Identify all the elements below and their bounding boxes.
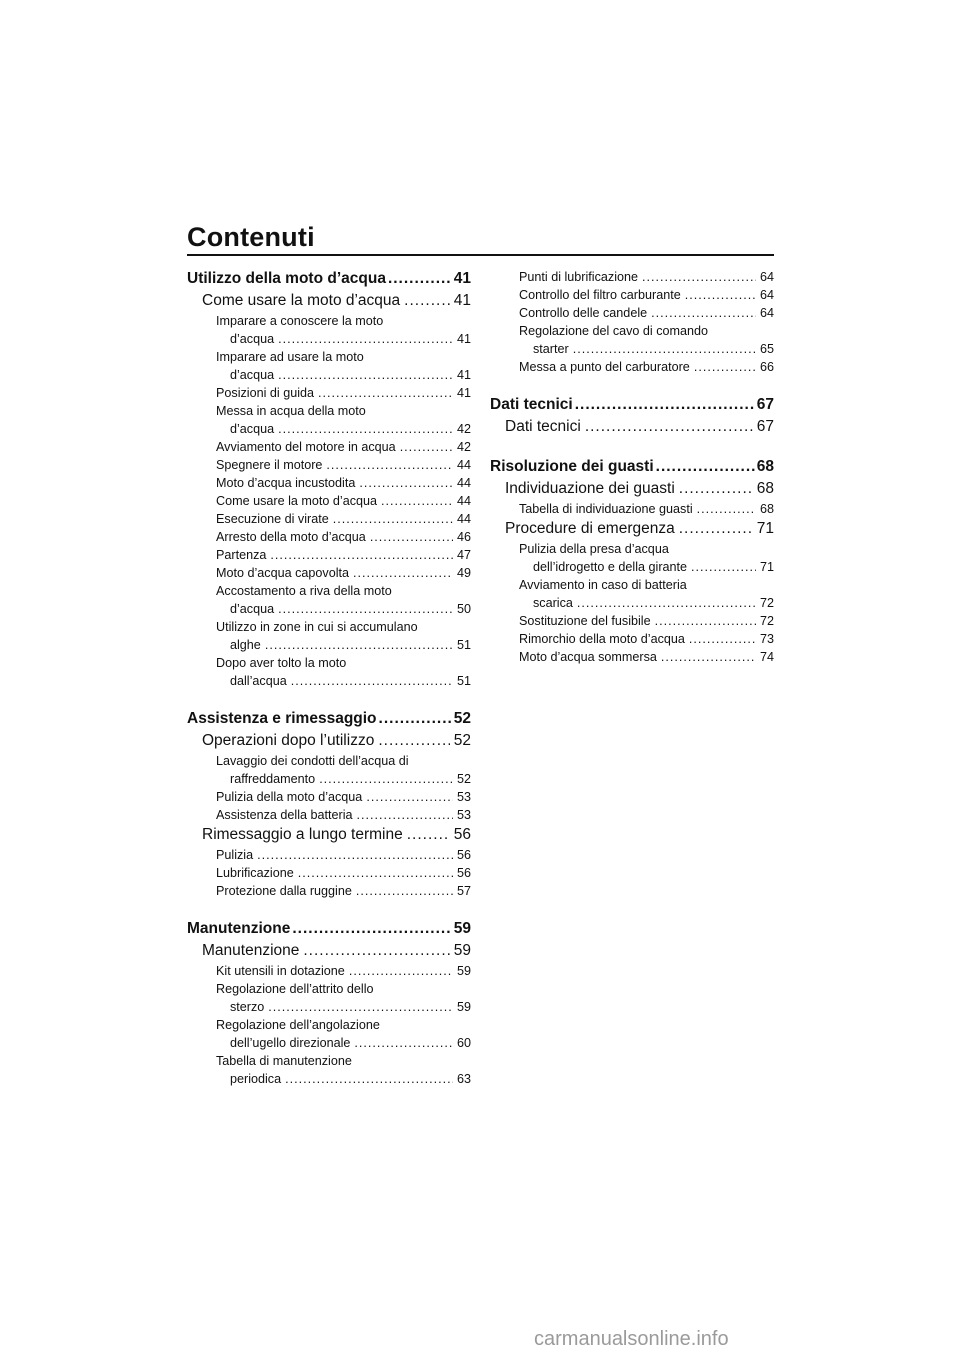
dot-leader xyxy=(689,630,756,648)
toc-page-number: 59 xyxy=(453,920,471,937)
toc-page-number: 73 xyxy=(759,632,774,646)
toc-entry-label: Tabella di individuazione guasti xyxy=(519,502,693,516)
dot-leader xyxy=(278,600,453,618)
toc-subsection[interactable] xyxy=(490,594,774,612)
toc-section[interactable] xyxy=(490,518,774,540)
toc-page-number: 53 xyxy=(456,808,471,822)
toc-entry-label: Utilizzo in zone in cui si accumulano xyxy=(216,620,418,634)
toc-subsection[interactable] xyxy=(187,438,471,456)
toc-page-number: 42 xyxy=(456,422,471,436)
dot-leader xyxy=(679,518,753,540)
dot-leader xyxy=(691,558,756,576)
toc-subsection[interactable] xyxy=(187,384,471,402)
toc-page-number: 52 xyxy=(453,732,471,749)
toc-page-number: 51 xyxy=(456,674,471,688)
dot-leader xyxy=(318,384,453,402)
toc-page-number: 50 xyxy=(456,602,471,616)
toc-entry-label: Rimessaggio a lungo termine xyxy=(202,826,403,843)
toc-entry-label: Operazioni dopo l’utilizzo xyxy=(202,732,375,749)
toc-page-number: 42 xyxy=(456,440,471,454)
toc-chapter[interactable] xyxy=(187,918,471,940)
toc-page-number: 44 xyxy=(456,476,471,490)
toc-entry-label: d’acqua xyxy=(230,332,275,346)
toc-page-number: 68 xyxy=(759,502,774,516)
dot-leader xyxy=(577,594,756,612)
watermark: carmanualsonline.info xyxy=(534,1328,729,1350)
toc-entry-label: sterzo xyxy=(230,1000,265,1014)
dot-leader xyxy=(298,864,453,882)
toc-subsection[interactable] xyxy=(187,456,471,474)
toc-entry-label: Posizioni di guida xyxy=(216,386,315,400)
toc-subsection[interactable] xyxy=(490,322,774,340)
toc-entry-label: Controllo del filtro carburante xyxy=(519,288,681,302)
toc-chapter[interactable] xyxy=(187,708,471,730)
toc-page-number: 41 xyxy=(453,270,471,287)
dot-leader xyxy=(656,456,755,478)
toc-entry-label: Esecuzione di virate xyxy=(216,512,329,526)
toc-subsection[interactable] xyxy=(187,420,471,438)
toc-entry-label: Come usare la moto d’acqua xyxy=(202,292,401,309)
toc-page-number: 41 xyxy=(456,386,471,400)
toc-entry-label: Accostamento a riva della moto xyxy=(216,584,392,598)
dot-leader xyxy=(278,366,453,384)
toc-subsection[interactable] xyxy=(490,558,774,576)
dot-leader xyxy=(285,1070,453,1088)
toc-page-number: 59 xyxy=(453,942,471,959)
toc-entry-label: Procedure di emergenza xyxy=(505,520,675,537)
toc-entry-label: Avviamento del motore in acqua xyxy=(216,440,396,454)
section-gap xyxy=(490,376,774,394)
dot-leader xyxy=(353,564,453,582)
toc-entry-label: Messa in acqua della moto xyxy=(216,404,366,418)
toc-page-number: 63 xyxy=(456,1072,471,1086)
toc-entry-label: Regolazione dell’attrito dello xyxy=(216,982,374,996)
toc-entry-label: Come usare la moto d’acqua xyxy=(216,494,378,508)
toc-entry-label: Spegnere il motore xyxy=(216,458,323,472)
toc-entry-label: Utilizzo della moto d’acqua xyxy=(187,270,386,287)
toc-entry-label: Imparare a conoscere la moto xyxy=(216,314,384,328)
toc-chapter[interactable] xyxy=(490,394,774,416)
toc-page-number: 52 xyxy=(456,772,471,786)
toc-entry-label: dell’ugello direzionale xyxy=(230,1036,351,1050)
toc-subsection[interactable] xyxy=(490,576,774,594)
dot-leader xyxy=(573,340,756,358)
toc-subsection[interactable] xyxy=(187,402,471,420)
toc-page-number: 71 xyxy=(759,560,774,574)
toc-entry-label: Messa a punto del carburatore xyxy=(519,360,690,374)
toc-entry-label: Dopo aver tolto la moto xyxy=(216,656,347,670)
toc-subsection[interactable] xyxy=(187,806,471,824)
toc-page-number: 52 xyxy=(453,710,471,727)
toc-subsection[interactable] xyxy=(490,268,774,286)
toc-entry-label: Manutenzione xyxy=(187,920,291,937)
toc-subsection[interactable] xyxy=(187,788,471,806)
toc-subsection[interactable] xyxy=(187,618,471,636)
toc-subsection[interactable] xyxy=(490,630,774,648)
dot-leader xyxy=(651,304,756,322)
toc-column-left xyxy=(187,268,471,1088)
dot-leader xyxy=(265,636,453,654)
toc-entry-label: starter xyxy=(533,342,569,356)
toc-page-number: 57 xyxy=(456,884,471,898)
dot-leader xyxy=(679,478,753,500)
toc-subsection[interactable] xyxy=(187,1034,471,1052)
toc-entry-label: Kit utensili in dotazione xyxy=(216,964,345,978)
dot-leader xyxy=(291,672,453,690)
toc-subsection[interactable] xyxy=(187,752,471,770)
toc-subsection[interactable] xyxy=(187,474,471,492)
dot-leader xyxy=(270,546,453,564)
dot-leader xyxy=(319,770,453,788)
toc-entry-label: Rimorchio della moto d’acqua xyxy=(519,632,685,646)
section-gap xyxy=(187,690,471,708)
toc-entry-label: alghe xyxy=(230,638,261,652)
toc-entry-label: Moto d’acqua sommersa xyxy=(519,650,657,664)
toc-subsection[interactable] xyxy=(187,980,471,998)
toc-page-number: 72 xyxy=(759,596,774,610)
toc-section[interactable] xyxy=(187,940,471,962)
toc-page-number: 51 xyxy=(456,638,471,652)
toc-entry-label: d’acqua xyxy=(230,422,275,436)
dot-leader xyxy=(642,268,756,286)
toc-subsection[interactable] xyxy=(490,612,774,630)
toc-entry-label: Sostituzione del fusibile xyxy=(519,614,651,628)
dot-leader xyxy=(379,708,452,730)
dot-leader xyxy=(370,528,453,546)
toc-entry-label: Assistenza della batteria xyxy=(216,808,353,822)
dot-leader xyxy=(326,456,453,474)
toc-entry-label: Tabella di manutenzione xyxy=(216,1054,352,1068)
dot-leader xyxy=(694,358,756,376)
dot-leader xyxy=(366,788,453,806)
toc-subsection[interactable] xyxy=(187,312,471,330)
toc-subsection[interactable] xyxy=(187,330,471,348)
toc-entry-label: Lavaggio dei condotti dell’acqua di xyxy=(216,754,409,768)
dot-leader xyxy=(655,612,756,630)
dot-leader xyxy=(357,806,453,824)
toc-subsection[interactable] xyxy=(490,540,774,558)
toc-subsection[interactable] xyxy=(187,348,471,366)
toc-column-right xyxy=(490,268,774,666)
dot-leader xyxy=(257,846,453,864)
toc-subsection[interactable] xyxy=(187,1052,471,1070)
toc-page-number: 64 xyxy=(759,306,774,320)
toc-entry-label: d’acqua xyxy=(230,602,275,616)
dot-leader xyxy=(356,882,453,900)
dot-leader xyxy=(333,510,453,528)
toc-page-number: 56 xyxy=(453,826,471,843)
toc-subsection[interactable] xyxy=(490,500,774,518)
toc-page-number: 68 xyxy=(756,480,774,497)
toc-entry-label: Moto d’acqua incustodita xyxy=(216,476,356,490)
toc-entry-label: Arresto della moto d’acqua xyxy=(216,530,366,544)
toc-page-number: 71 xyxy=(756,520,774,537)
toc-entry-label: dall’acqua xyxy=(230,674,287,688)
toc-entry-label: Pulizia xyxy=(216,848,254,862)
toc-subsection[interactable] xyxy=(187,564,471,582)
dot-leader xyxy=(585,416,753,438)
toc-page-number: 65 xyxy=(759,342,774,356)
dot-leader xyxy=(378,730,449,752)
toc-entry-label: periodica xyxy=(230,1072,282,1086)
dot-leader xyxy=(303,940,449,962)
toc-entry-label: Moto d’acqua capovolta xyxy=(216,566,350,580)
toc-entry-label: Assistenza e rimessaggio xyxy=(187,710,377,727)
toc-page-number: 56 xyxy=(456,866,471,880)
toc-page-number: 66 xyxy=(759,360,774,374)
toc-page-number: 64 xyxy=(759,270,774,284)
toc-subsection[interactable] xyxy=(187,600,471,618)
dot-leader xyxy=(404,290,450,312)
toc-subsection[interactable] xyxy=(187,510,471,528)
toc-page-number: 47 xyxy=(456,548,471,562)
dot-leader xyxy=(268,998,453,1016)
toc-entry-label: dell’idrogetto e della girante xyxy=(533,560,688,574)
toc-page-number: 46 xyxy=(456,530,471,544)
toc-page-number: 59 xyxy=(456,1000,471,1014)
toc-entry-label: Lubrificazione xyxy=(216,866,294,880)
dot-leader xyxy=(685,286,756,304)
toc-subsection[interactable] xyxy=(187,1016,471,1034)
toc-page-number: 72 xyxy=(759,614,774,628)
dot-leader xyxy=(381,492,453,510)
toc-subsection[interactable] xyxy=(187,864,471,882)
toc-subsection[interactable] xyxy=(490,304,774,322)
section-gap xyxy=(490,438,774,456)
toc-entry-label: Manutenzione xyxy=(202,942,300,959)
title-rule xyxy=(187,254,774,256)
toc-entry-label: Pulizia della moto d’acqua xyxy=(216,790,363,804)
toc-subsection[interactable] xyxy=(187,528,471,546)
toc-entry-label: Pulizia della presa d’acqua xyxy=(519,542,669,556)
toc-subsection[interactable] xyxy=(187,1070,471,1088)
toc-entry-label: Punti di lubrificazione xyxy=(519,270,639,284)
toc-entry-label: Imparare ad usare la moto xyxy=(216,350,364,364)
toc-page-number: 67 xyxy=(756,418,774,435)
toc-subsection[interactable] xyxy=(187,962,471,980)
dot-leader xyxy=(575,394,755,416)
toc-chapter[interactable] xyxy=(490,456,774,478)
toc-subsection[interactable] xyxy=(490,648,774,666)
toc-subsection[interactable] xyxy=(187,546,471,564)
toc-subsection[interactable] xyxy=(187,582,471,600)
dot-leader xyxy=(359,474,453,492)
toc-page-number: 67 xyxy=(756,396,774,413)
page-title: Contenuti xyxy=(187,222,315,252)
dot-leader xyxy=(278,330,453,348)
toc-entry-label: scarica xyxy=(533,596,573,610)
dot-leader xyxy=(661,648,756,666)
dot-leader xyxy=(354,1034,453,1052)
dot-leader xyxy=(407,824,450,846)
toc-entry-label: Regolazione dell’angolazione xyxy=(216,1018,380,1032)
dot-leader xyxy=(349,962,453,980)
toc-subsection[interactable] xyxy=(490,286,774,304)
toc-entry-label: Partenza xyxy=(216,548,267,562)
dot-leader xyxy=(400,438,453,456)
toc-subsection[interactable] xyxy=(490,340,774,358)
toc-page-number: 68 xyxy=(756,458,774,475)
toc-subsection[interactable] xyxy=(187,998,471,1016)
toc-page-number: 74 xyxy=(759,650,774,664)
toc-page-number: 64 xyxy=(759,288,774,302)
dot-leader xyxy=(292,918,451,940)
toc-page-number: 41 xyxy=(456,332,471,346)
toc-subsection[interactable] xyxy=(187,672,471,690)
toc-entry-label: d’acqua xyxy=(230,368,275,382)
toc-entry-label: Protezione dalla ruggine xyxy=(216,884,352,898)
dot-leader xyxy=(388,268,452,290)
toc-page-number: 56 xyxy=(456,848,471,862)
toc-subsection[interactable] xyxy=(187,654,471,672)
toc-subsection[interactable] xyxy=(187,846,471,864)
toc-page-number: 41 xyxy=(453,292,471,309)
toc-page-number: 60 xyxy=(456,1036,471,1050)
toc-page-number: 49 xyxy=(456,566,471,580)
toc-subsection[interactable] xyxy=(187,636,471,654)
toc-subsection[interactable] xyxy=(490,358,774,376)
toc-entry-label: Controllo delle candele xyxy=(519,306,648,320)
toc-section[interactable] xyxy=(187,290,471,312)
dot-leader xyxy=(697,500,756,518)
toc-section[interactable] xyxy=(490,478,774,500)
toc-entry-label: Dati tecnici xyxy=(490,396,573,413)
toc-entry-label: Individuazione dei guasti xyxy=(505,480,675,497)
dot-leader xyxy=(278,420,453,438)
toc-entry-label: raffreddamento xyxy=(230,772,316,786)
toc-page-number: 53 xyxy=(456,790,471,804)
section-gap xyxy=(187,900,471,918)
toc-section[interactable] xyxy=(187,730,471,752)
toc-subsection[interactable] xyxy=(187,492,471,510)
toc-subsection[interactable] xyxy=(187,366,471,384)
toc-chapter[interactable] xyxy=(187,268,471,290)
toc-subsection[interactable] xyxy=(187,770,471,788)
toc-page-number: 59 xyxy=(456,964,471,978)
toc-section[interactable] xyxy=(490,416,774,438)
toc-entry-label: Regolazione del cavo di comando xyxy=(519,324,709,338)
toc-subsection[interactable] xyxy=(187,882,471,900)
toc-section[interactable] xyxy=(187,824,471,846)
toc-page-number: 44 xyxy=(456,494,471,508)
toc-entry-label: Avviamento in caso di batteria xyxy=(519,578,687,592)
toc-entry-label: Dati tecnici xyxy=(505,418,581,435)
toc-entry-label: Risoluzione dei guasti xyxy=(490,458,654,475)
toc-page-number: 44 xyxy=(456,512,471,526)
toc-page-number: 44 xyxy=(456,458,471,472)
toc-page-number: 41 xyxy=(456,368,471,382)
